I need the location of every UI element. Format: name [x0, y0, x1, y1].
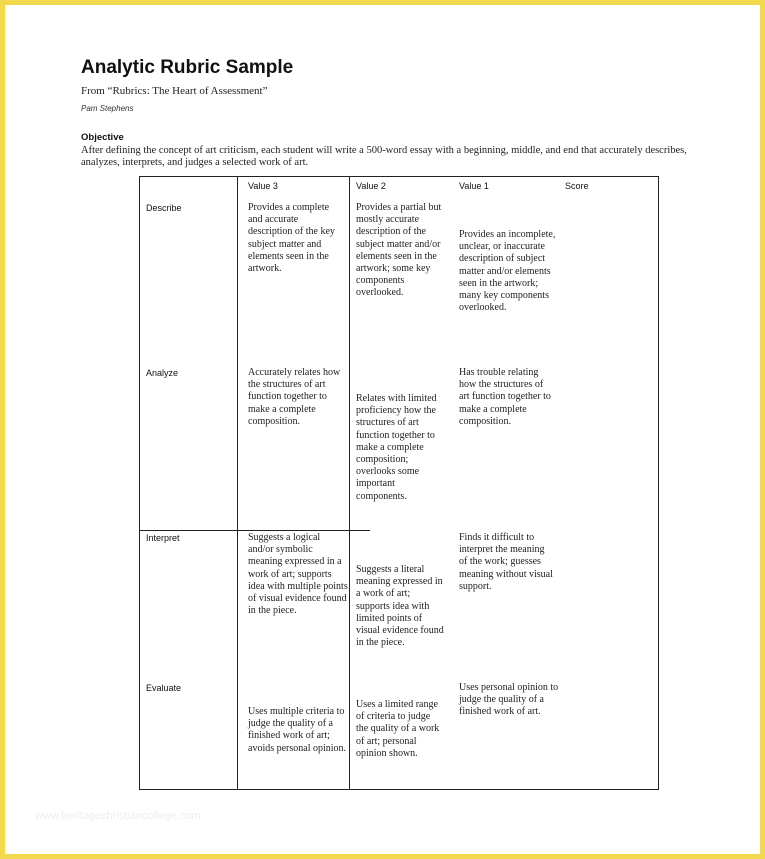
column-divider [349, 177, 350, 789]
cell-evaluate-value2: Uses a limited range of criteria to judge the quality of a work of art; personal opinion shown. [356, 699, 440, 759]
objective-heading: Objective [81, 132, 124, 143]
cell-evaluate-value1: Uses personal opinion to judge the quality of a finished work of art. [459, 682, 559, 718]
cell-analyze-value1: Has trouble relating how the structures of art function together to make a complete composition. [459, 367, 551, 427]
column-divider [237, 177, 238, 789]
row-label-analyze: Analyze [146, 368, 179, 378]
cell-interpret-value3: Suggests a logical and/or symbolic meaning expressed in a work of art; supports idea with multiple points of visual evidence found in the piece. [248, 532, 348, 617]
cell-analyze-value3: Accurately relates how the structures of art function together to make a complete composition. [248, 367, 341, 427]
document-title: Analytic Rubric Sample [81, 57, 294, 78]
watermark: www.heritagechristiancollege.com [35, 810, 201, 822]
rubric-table [139, 176, 659, 790]
header-score: Score [565, 181, 589, 191]
header-value1: Value 1 [459, 181, 489, 191]
cell-interpret-value1: Finds it difficult to interpret the meaning of the work; guesses meaning without visual support. [459, 532, 553, 592]
cell-interpret-value2: Suggests a literal meaning expressed in a work of art; supports idea with limited points of visual evidence found in the piece. [356, 564, 444, 649]
row-label-describe: Describe [146, 203, 182, 213]
cell-evaluate-value3: Uses multiple criteria to judge the quality of a finished work of art; avoids personal opinion. [248, 706, 347, 754]
source-line: From “Rubrics: The Heart of Assessment” [81, 85, 268, 97]
header-value2: Value 2 [356, 181, 386, 191]
row-label-evaluate: Evaluate [146, 683, 182, 693]
header-value3: Value 3 [248, 181, 278, 191]
objective-text: After defining the concept of art criticism, each student will write a 500-word essay with a beginning, middle, and end that accurately describes, analyzes, interprets, and judges a selected work of art. [81, 145, 687, 168]
author-name: Pam Stephens [81, 104, 134, 113]
cell-analyze-value2: Relates with limited proficiency how the structures of art function together to make a complete composition; overlooks some important components. [356, 393, 437, 502]
row-divider [140, 530, 370, 531]
cell-describe-value1: Provides an incomplete, unclear, or inaccurate description of subject matter and/or elements seen in the artwork; many key components overlooked. [459, 229, 556, 314]
row-label-interpret: Interpret [146, 533, 180, 543]
cell-describe-value2: Provides a partial but mostly accurate description of the subject matter and/or elements seen in the artwork; some key components overlooked. [356, 202, 442, 299]
cell-describe-value3: Provides a complete and accurate description of the key subject matter and elements seen in the artwork. [248, 202, 335, 275]
